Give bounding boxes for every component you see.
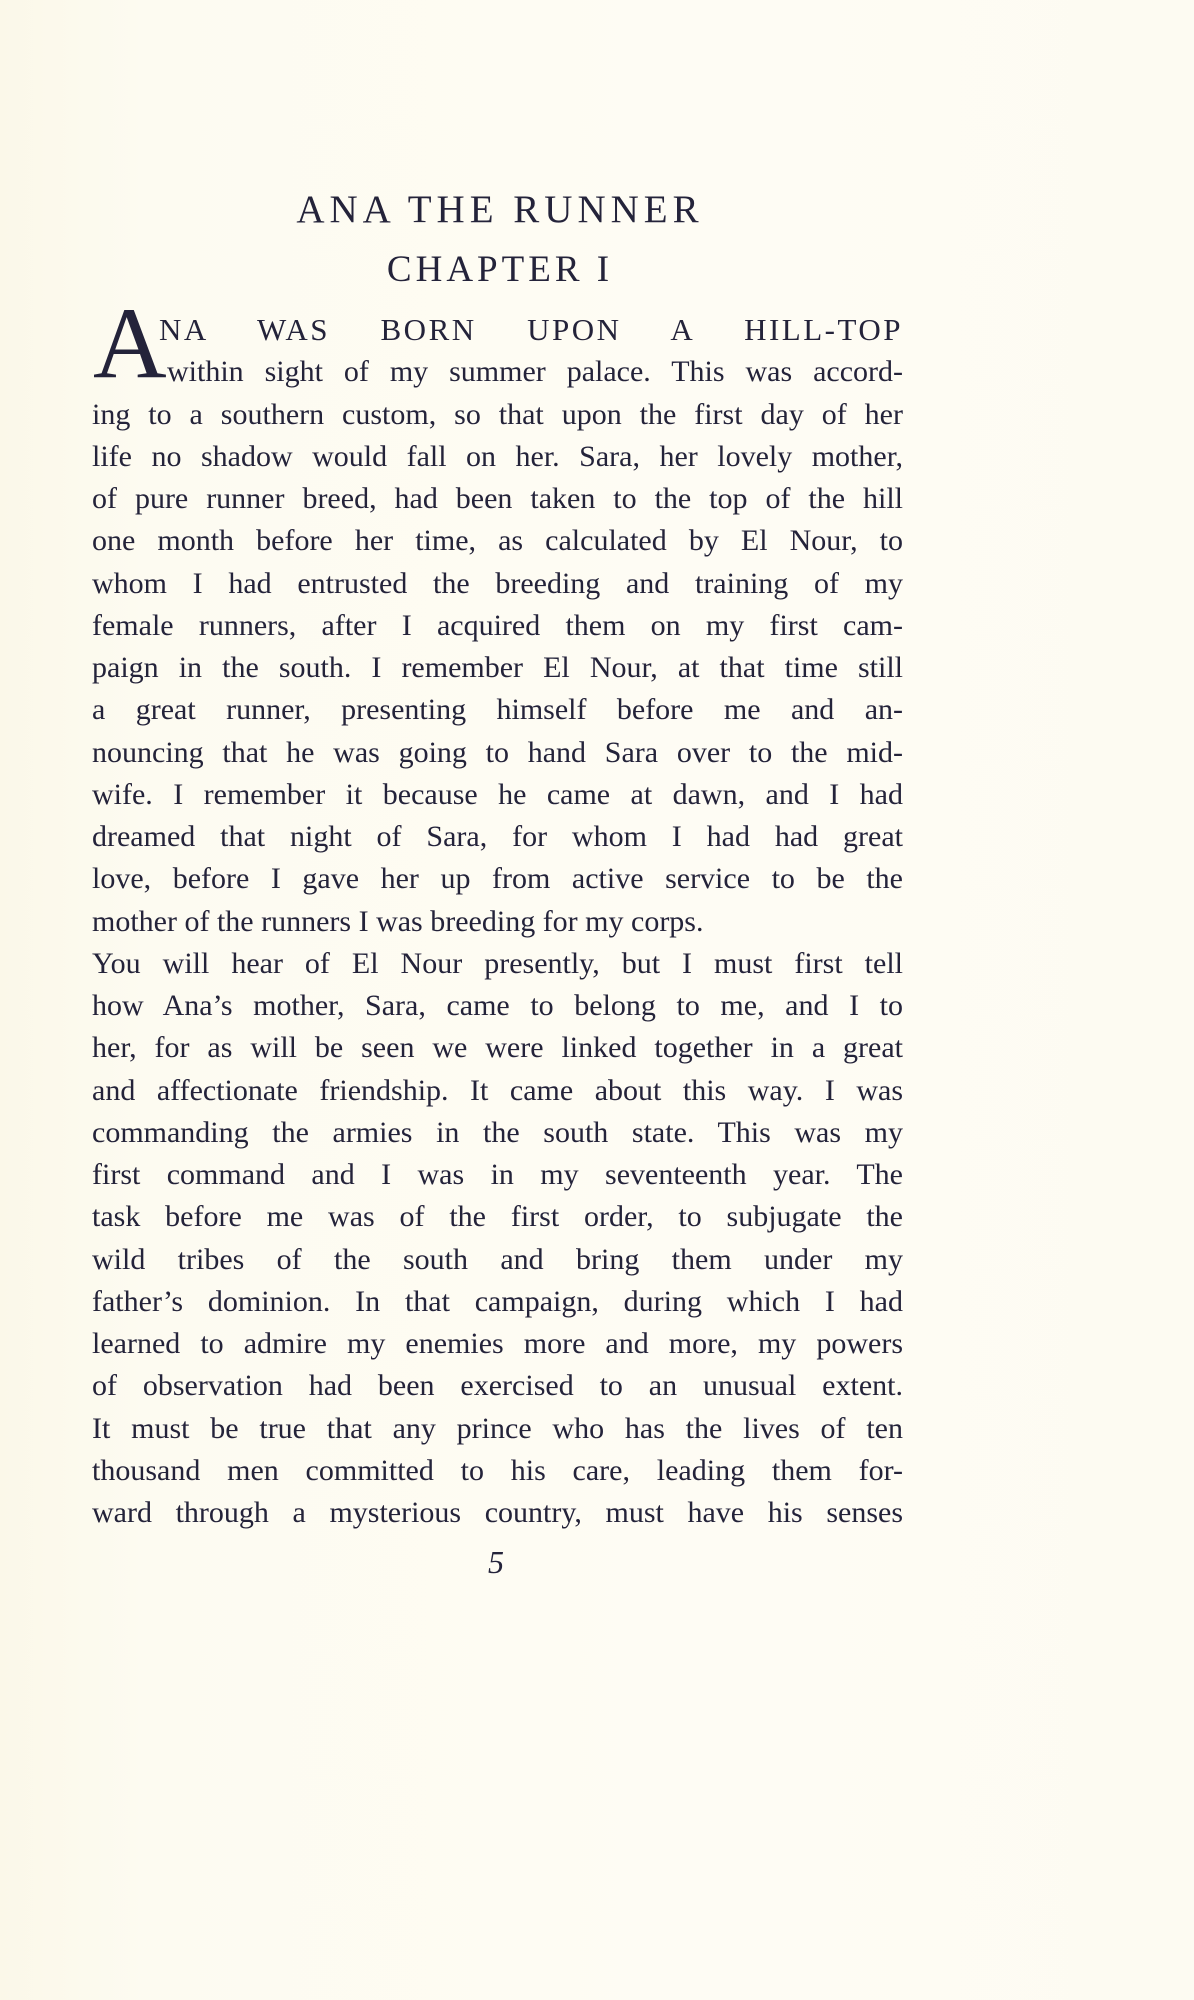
text-line: paign in the south. I remember El Nour, at that time still <box>92 651 903 684</box>
text-line: nouncing that he was going to hand Sara over to the mid- <box>92 735 903 769</box>
text-line: commanding the armies in the south state. This was my <box>92 1115 903 1149</box>
text-line: ward through a mysterious country, must have his senses <box>92 1496 903 1529</box>
text-line: ing to a southern custom, so that upon the first day of her <box>92 397 903 431</box>
text-line: life no shadow would fall on her. Sara, her lovely mother, <box>92 439 903 473</box>
text-line: thousand men committed to his care, leading them for- <box>92 1453 903 1487</box>
chapter-heading: CHAPTER I <box>386 249 614 290</box>
text-line: female runners, after I acquired them on my first cam- <box>92 608 903 642</box>
text-line: within sight of my summer palace. This was accord- <box>167 355 903 389</box>
text-line: love, before I gave her up from active service to be the <box>92 862 903 896</box>
text-line: wild tribes of the south and bring them under my <box>92 1242 903 1276</box>
text-line: dreamed that night of Sara, for whom I had had great <box>92 820 903 853</box>
text-line: mother of the runners I was breeding for my corps. <box>92 904 704 938</box>
text-line: wife. I remember it because he came at dawn, and I had <box>92 777 903 811</box>
page-number: 5 <box>488 1544 504 1580</box>
text-line: and affectionate friendship. It came about this way. I was <box>92 1073 903 1107</box>
text-line: father’s dominion. In that campaign, during which I had <box>92 1284 903 1318</box>
text-line: learned to admire my enemies more and more, my powers <box>92 1327 903 1360</box>
book-title: ANA THE RUNNER <box>296 188 704 231</box>
text-line: first command and I was in my seventeenth year. The <box>92 1158 903 1191</box>
drop-cap: A <box>93 287 167 400</box>
text-line: It must be true that any prince who has the lives of ten <box>92 1411 903 1445</box>
text-line: of observation had been exercised to an unusual extent. <box>92 1369 903 1403</box>
text-line: one month before her time, as calculated by El Nour, to <box>92 524 903 558</box>
text-line: whom I had entrusted the breeding and training of my <box>92 566 903 600</box>
text-line: how Ana’s mother, Sara, came to belong to me, and I to <box>92 989 903 1022</box>
text-line: her, for as will be seen we were linked together in a great <box>92 1031 903 1065</box>
chapter-text <box>92 287 903 1534</box>
text-line: You will hear of El Nour presently, but I must first tell <box>92 946 903 980</box>
text-line: a great runner, presenting himself before me and an- <box>92 693 903 727</box>
text-line: NA WAS BORN UPON A HILL-TOP <box>159 312 903 347</box>
text-line: of pure runner breed, had been taken to the top of the hill <box>92 482 903 515</box>
text-line: task before me was of the first order, to subjugate the <box>92 1200 903 1234</box>
